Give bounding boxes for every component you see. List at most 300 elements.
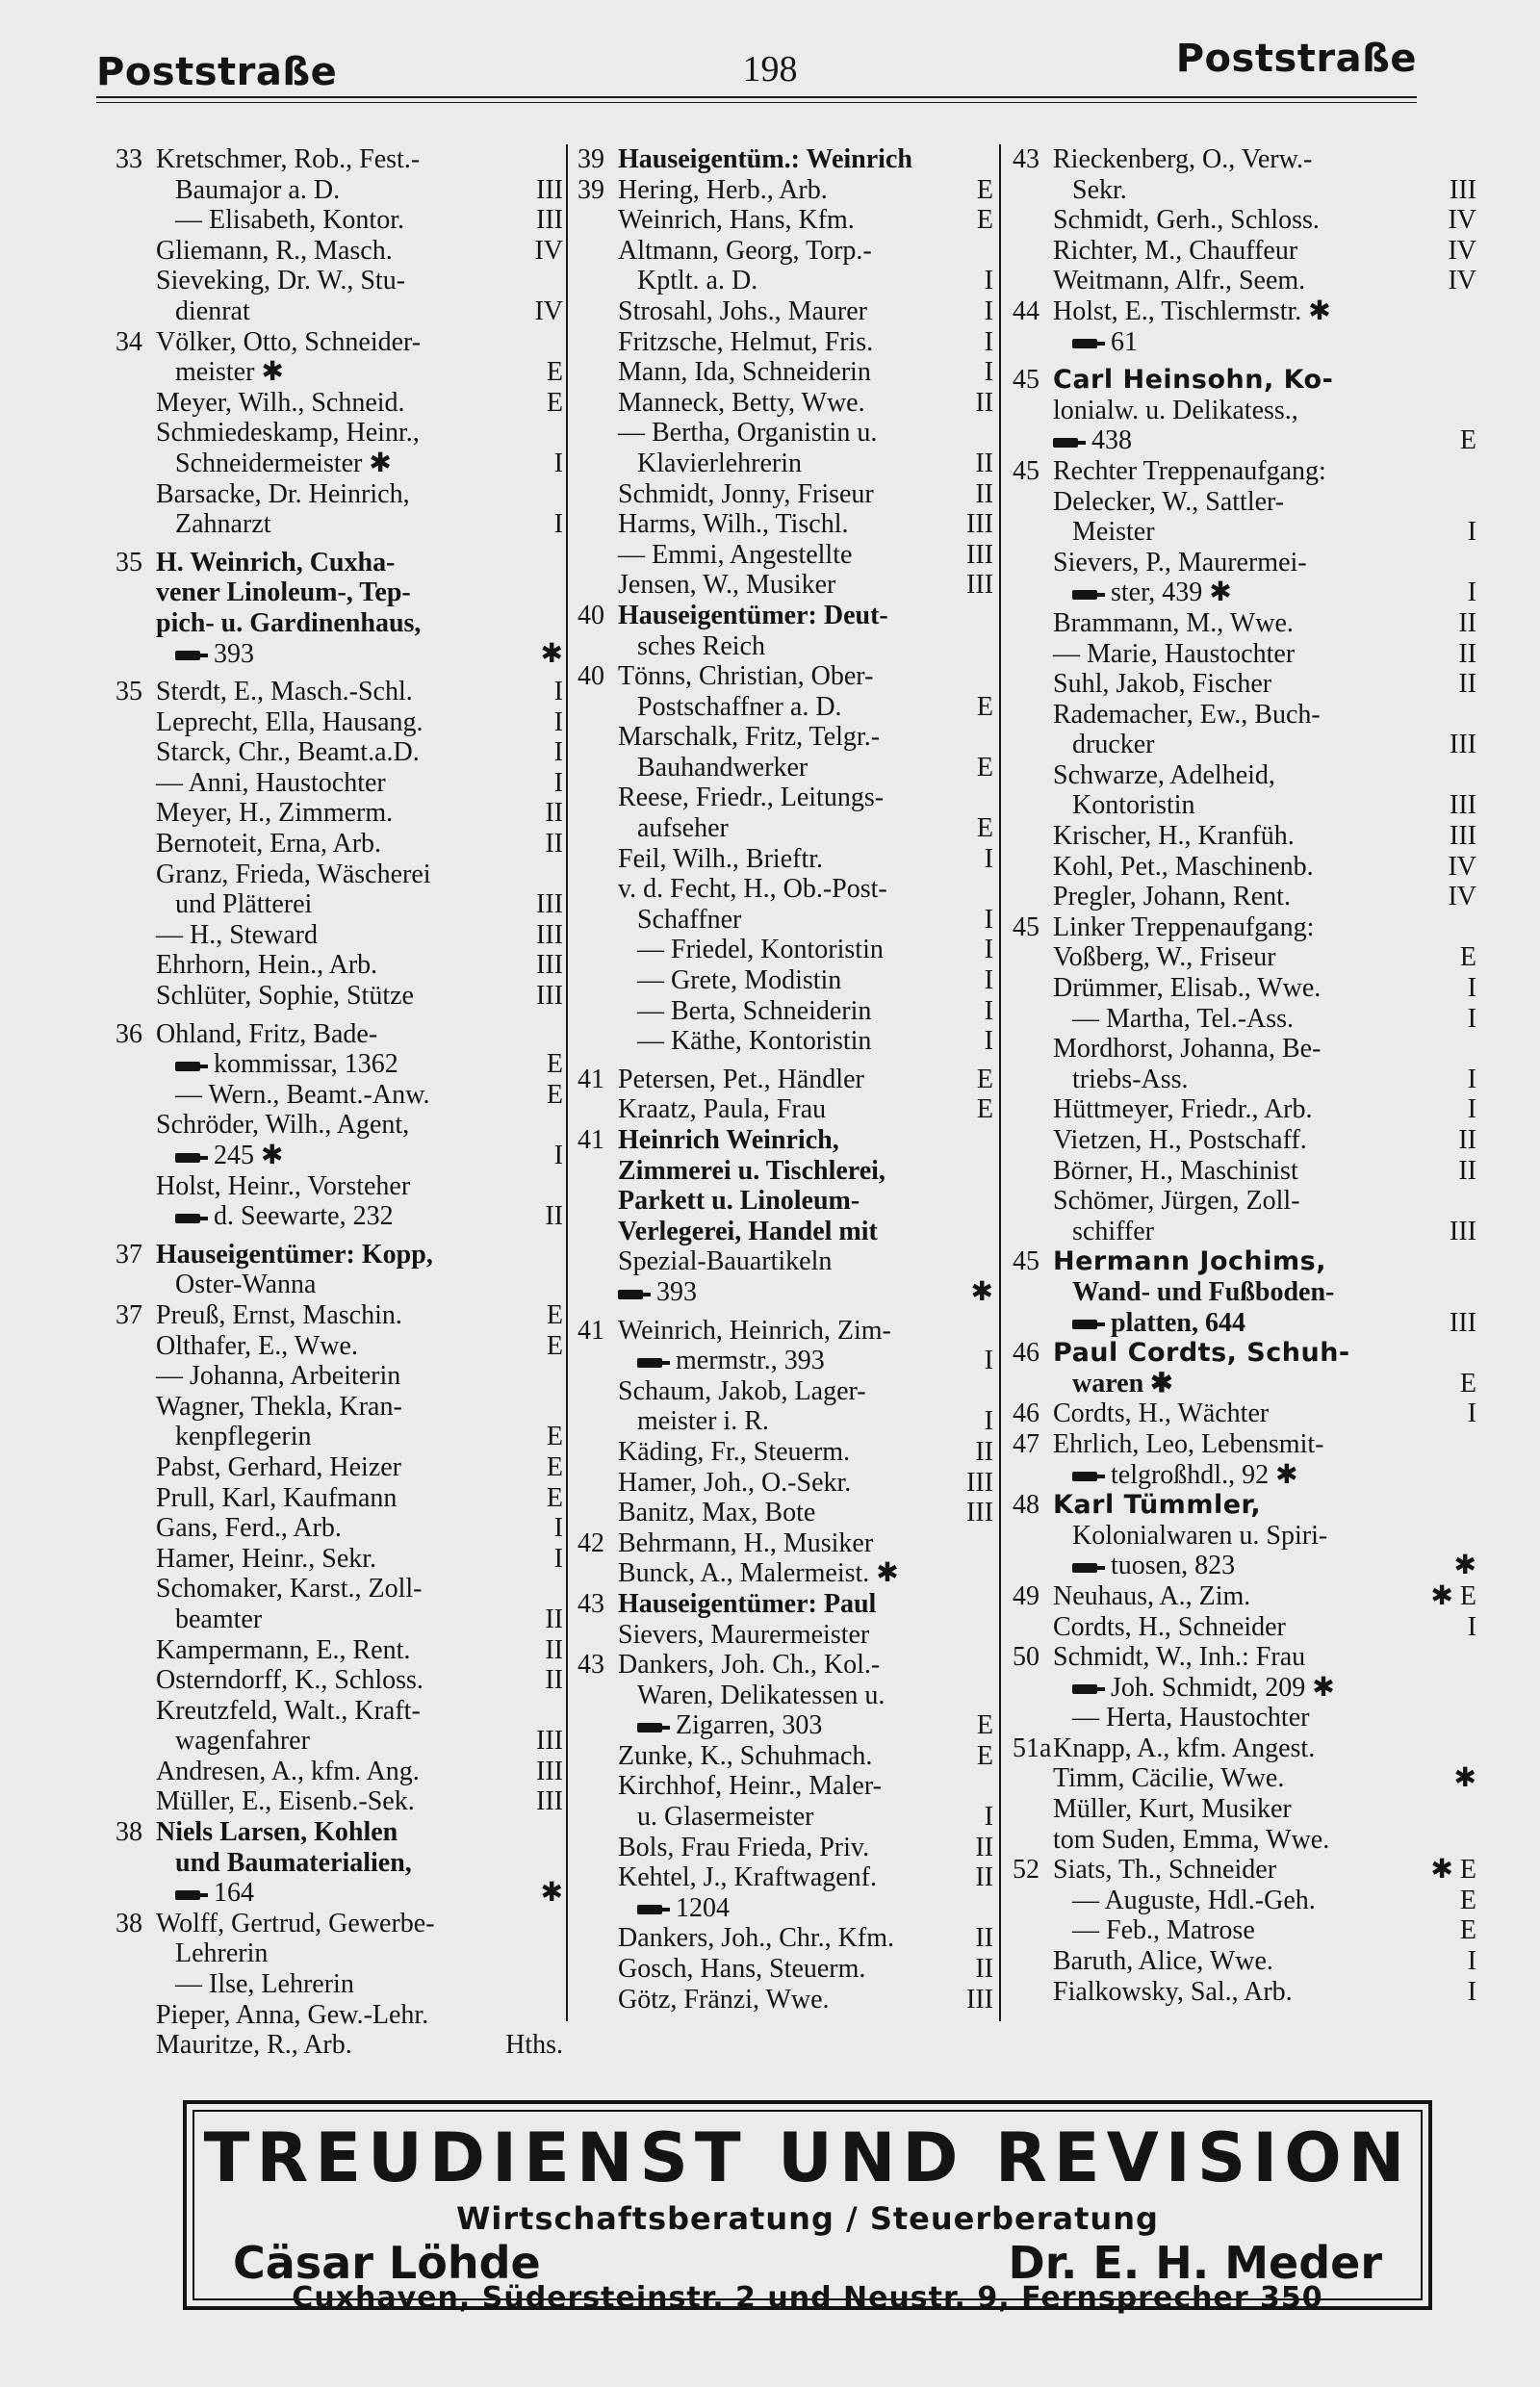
resident-label: Rieckenberg, O., Verw.- [1053,144,1313,174]
resident-text [1053,852,1314,883]
resident-label: H. Weinrich, Cuxha- [156,547,396,578]
resident-label: dienrat [175,295,250,326]
resident-text [156,1544,376,1575]
resident-label: Cordts, H., Schneider [1053,1611,1286,1642]
resident-text [156,266,405,296]
resident-text [156,1110,409,1141]
resident-text [156,2000,428,2031]
entry-spacer [116,1012,563,1019]
resident-text [175,509,271,540]
resident-text [618,844,823,875]
floor-marker: E [976,174,993,205]
directory-line [578,692,993,723]
resident-label: Paul Cordts, Schuh- [1053,1338,1350,1369]
resident-label: 393 [214,638,254,669]
resident-label: Sieveking, Dr. W., Stu- [156,266,406,296]
resident-text [156,2030,352,2061]
directory-line [578,1893,993,1924]
resident-text [156,950,377,981]
resident-label: Hermann Jochims, [1053,1246,1326,1277]
house-number: 34 [116,326,142,357]
resident-label: Meyer, H., Zimmerm. [156,798,394,829]
resident-label: sches Reich [637,630,765,661]
directory-line [1013,1612,1476,1643]
directory-line [1013,456,1476,487]
resident-label: Schomaker, Karst., Zoll- [156,1574,423,1604]
resident-label: Holst, E., Tischlermstr. ✱ [1053,295,1331,326]
telephone-icon [1072,1470,1105,1483]
resident-text [618,479,874,510]
floor-marker: I [1467,1094,1476,1125]
resident-text [1053,639,1295,670]
header-rule-bottom [96,102,1417,103]
resident-text [1053,1642,1305,1673]
resident-text [175,1080,429,1111]
resident-text [618,1246,832,1277]
directory-line [1013,760,1476,791]
floor-marker: I [984,995,993,1026]
floor-marker: IV [534,235,563,266]
resident-label: Schmiedeskamp, Heinr., [156,418,420,449]
floor-marker: I [553,509,563,540]
floor-marker: I [984,357,993,388]
house-number: 40 [578,600,604,630]
resident-text [618,175,828,206]
floor-marker: I [984,904,993,935]
resident-text [618,327,873,358]
floor-marker: E [976,691,993,722]
directory-line [578,1802,993,1833]
directory-line [116,1171,563,1202]
floor-marker: IV [1448,851,1476,882]
resident-text [618,1186,860,1217]
advert-name-right: Dr. E. H. Meder [1008,2237,1382,2289]
floor-marker: E [546,1079,563,1110]
resident-text [1053,1125,1307,1156]
header-street-right: Poststraße [1175,37,1417,81]
resident-text [156,920,318,951]
resident-label: Karl Tümmler, [1053,1490,1262,1521]
resident-label: Marschalk, Fritz, Telgr.- [618,722,881,753]
directory-line [116,1665,563,1696]
resident-text [1053,1186,1300,1217]
directory-line [578,722,993,753]
directory-line [116,1361,563,1392]
directory-line [578,570,993,601]
directory-line [1013,700,1476,731]
floor-marker: E [1459,425,1476,456]
advert-title: TREUDIENST UND REVISION [203,2118,1412,2197]
resident-label: Heinrich Weinrich, [618,1125,839,1155]
directory-line [1013,1065,1476,1095]
resident-label: Götz, Fränzi, Wwe. [618,1984,830,2015]
resident-text [175,639,254,670]
resident-label: Timm, Cäcilie, Wwe. [1053,1763,1285,1794]
house-number: 41 [578,1125,604,1155]
resident-label: Cordts, H., Wächter [1053,1399,1270,1429]
resident-text [1053,144,1312,175]
resident-text [618,1923,894,1954]
resident-label: Altmann, Georg, Torp.- [618,235,872,266]
directory-line [578,327,993,358]
directory-line [578,1065,993,1095]
resident-text [1072,175,1127,206]
advert-subtitle: Wirtschaftsberatung / Steuerberatung [456,2200,1159,2237]
resident-text [175,1201,394,1232]
resident-label: Ohland, Fritz, Bade- [156,1018,378,1049]
directory-line [578,1923,993,1954]
floor-marker: E [976,752,993,783]
floor-marker: III [536,1756,563,1786]
resident-label: — Friedel, Kontoristin [637,935,884,965]
floor-marker: III [966,1467,993,1498]
resident-text [618,1620,869,1651]
resident-text [1072,578,1232,608]
resident-text [637,753,808,783]
directory-line [578,1277,993,1308]
resident-text [175,1726,310,1757]
floor-marker: III [536,1726,563,1757]
directory-line [578,357,993,388]
resident-label: lonialw. u. Delikatess., [1053,395,1298,425]
floor-marker: I [984,266,993,296]
telephone-icon [1072,1561,1105,1575]
directory-line [116,1574,563,1604]
resident-text [618,1985,830,2015]
resident-label: Weitmann, Alfr., Seem. [1053,266,1306,296]
entry-spacer [578,1057,993,1065]
resident-text [618,874,887,905]
resident-text [156,768,386,799]
resident-label: Vietzen, H., Postschaff. [1053,1125,1307,1155]
directory-line [578,205,993,236]
resident-text [1053,821,1295,852]
directory-line [578,1954,993,1985]
resident-text [637,1406,769,1437]
resident-text [1072,1673,1335,1704]
resident-label: Verlegerei, Handel mit [618,1216,878,1246]
resident-label: Behrmann, H., Musiker [618,1527,874,1558]
entry-spacer [578,1308,993,1316]
resident-text [1072,1308,1245,1339]
directory-line [116,509,563,540]
telephone-icon [175,1888,208,1902]
resident-label: — H., Steward [156,919,318,950]
resident-label: Schaffner [637,904,742,935]
resident-text [618,1771,882,1802]
floor-marker: ✱ [1453,1763,1476,1794]
directory-line [1013,236,1476,267]
directory-line [578,418,993,449]
floor-marker: I [1467,973,1476,1004]
resident-label: meister i. R. [637,1406,769,1437]
resident-text [637,813,729,844]
entry-spacer [116,540,563,548]
floor-marker: I [553,1141,563,1170]
resident-label: Krischer, H., Kranfüh. [1053,821,1295,852]
directory-line [116,1201,563,1232]
resident-text [1072,1369,1173,1399]
resident-label: waren ✱ [1072,1368,1173,1399]
directory-line [1013,1156,1476,1187]
resident-text [175,449,392,479]
resident-label: Rademacher, Ew., Buch- [1053,699,1321,730]
house-number: 41 [578,1315,604,1346]
floor-marker: I [984,295,993,326]
resident-label: Drümmer, Elisab., Wwe. [1053,973,1322,1004]
resident-text [1053,1855,1276,1886]
resident-label: telgroßhdl., 92 ✱ [1111,1459,1298,1490]
resident-text [1053,942,1276,973]
resident-text [618,1437,850,1468]
resident-label: Suhl, Jakob, Fischer [1053,669,1272,700]
resident-text [618,1065,864,1095]
floor-marker: II [545,1634,563,1665]
directory-line [116,1909,563,1939]
resident-label: Fritzsche, Helmut, Fris. [618,326,874,357]
house-number: 47 [1013,1428,1040,1459]
directory-line [578,753,993,783]
directory-line [1013,790,1476,821]
resident-label: — Berta, Schneiderin [637,995,872,1026]
floor-marker: ✱ E [1430,1580,1476,1611]
resident-label: v. d. Fecht, H., Ob.-Post- [618,874,887,905]
resident-label: Schmidt, W., Inh.: Frau [1053,1642,1306,1673]
floor-marker: E [1459,1885,1476,1915]
resident-label: Wagner, Thekla, Kran- [156,1391,402,1422]
house-number: 39 [578,174,604,205]
floor-marker: II [975,1954,993,1985]
resident-text [1053,1429,1323,1460]
resident-label: — Käthe, Kontoristin [637,1026,872,1057]
directory-line [116,707,563,738]
floor-marker: E [546,1330,563,1361]
resident-label: Baumajor a. D. [175,174,341,205]
directory-line [116,578,563,608]
resident-text [175,296,250,327]
resident-text [1053,700,1321,731]
floor-marker: E [546,1422,563,1452]
directory-line [1013,1186,1476,1217]
telephone-icon [637,1721,670,1734]
telephone-icon [1072,1682,1105,1696]
resident-text [175,1969,354,2000]
resident-text [618,418,877,449]
floor-marker: III [1450,174,1476,205]
resident-text [1053,882,1291,912]
resident-label: Jensen, W., Musiker [618,570,836,601]
resident-label: Neuhaus, A., Zim. [1053,1580,1251,1611]
floor-marker: I [553,767,563,798]
resident-text [618,205,855,236]
resident-label: Schneidermeister ✱ [175,448,392,478]
directory-line [1013,327,1476,358]
house-number: 46 [1013,1399,1040,1429]
directory-line [1013,669,1476,700]
resident-label: Müller, E., Eisenb.-Sek. [156,1786,415,1817]
resident-text [156,608,421,639]
resident-label: Pieper, Anna, Gew.-Lehr. [156,1999,429,2030]
resident-text [156,707,424,738]
resident-label: — Anni, Haustochter [156,767,386,798]
directory-line [578,1862,993,1893]
directory-line [116,1483,563,1514]
directory-line [578,1156,993,1187]
resident-text [618,1528,873,1559]
floor-marker: I [553,737,563,768]
directory-line [116,829,563,860]
resident-label: Andresen, A., kfm. Ang. [156,1756,420,1786]
resident-label: Hauseigentümer: Kopp, [156,1239,433,1270]
directory-line [116,768,563,799]
resident-label: Banitz, Max, Bote [618,1498,816,1528]
resident-label: Kptlt. a. D. [637,266,758,296]
directory-line [1013,1490,1476,1521]
resident-label: platten, 644 [1111,1307,1245,1338]
floor-marker: ✱ E [1430,1855,1476,1886]
directory-line [578,1437,993,1468]
resident-label: Siats, Th., Schneider [1053,1855,1277,1886]
floor-marker: I [984,326,993,357]
house-number: 52 [1013,1855,1040,1886]
column-divider [566,144,568,2021]
telephone-icon [618,1288,651,1301]
directory-line [116,1110,563,1141]
resident-text [156,1635,410,1666]
directory-line [578,144,993,175]
floor-marker: II [975,1923,993,1954]
floor-marker: III [1450,821,1476,852]
floor-marker: II [975,448,993,478]
resident-label: aufseher [637,813,729,844]
directory-line [116,357,563,388]
resident-label: Kohl, Pet., Maschinenb. [1053,851,1314,882]
resident-text [175,1141,283,1171]
telephone-icon [637,1356,670,1370]
floor-marker: II [975,478,993,509]
resident-label: kommissar, 1362 [214,1049,398,1080]
resident-label: Kampermann, E., Rent. [156,1634,411,1665]
resident-text [637,965,841,996]
resident-text [618,144,912,175]
floor-marker: II [545,1665,563,1696]
resident-label: Kehtel, J., Kraftwagenf. [618,1862,878,1893]
resident-text [618,1741,872,1772]
house-number: 39 [578,144,604,174]
resident-label: Bols, Frau Frieda, Priv. [618,1832,870,1862]
directory-line [1013,1581,1476,1612]
resident-text [156,1300,402,1331]
directory-line [578,236,993,267]
resident-text [637,1893,730,1924]
floor-marker: II [975,1436,993,1467]
directory-line [578,266,993,296]
directory-line [1013,1642,1476,1673]
floor-marker: E [546,1451,563,1482]
floor-marker: I [553,1513,563,1544]
resident-text [1072,1886,1316,1916]
directory-line [1013,266,1476,296]
resident-label: Wand- und Fußboden- [1072,1276,1335,1307]
header-street-left: Poststraße [96,50,338,94]
directory-line [116,236,563,267]
resident-label: Kontoristin [1072,790,1195,821]
resident-text [156,1483,397,1514]
resident-text [1053,1581,1250,1612]
resident-text [1053,425,1132,456]
resident-text [618,1217,878,1247]
resident-label: Zigarren, 303 [676,1710,823,1741]
directory-line [1013,1521,1476,1552]
resident-text [618,1316,891,1347]
resident-label: Sievers, Maurermeister [618,1619,870,1650]
resident-text [175,357,284,388]
resident-label: tuosen, 823 [1111,1551,1236,1581]
resident-label: Kraatz, Paula, Frau [618,1094,827,1125]
directory-line [1013,1763,1476,1794]
resident-text [156,1171,410,1202]
resident-text [156,829,381,860]
directory-line [1013,821,1476,852]
resident-label: Schaum, Jakob, Lager- [618,1375,866,1406]
floor-marker: I [984,1026,993,1057]
directory-line [1013,1217,1476,1247]
resident-label: Hamer, Heinr., Sekr. [156,1543,377,1574]
resident-label: Delecker, W., Sattler- [1053,486,1285,517]
directory-line [116,950,563,981]
directory-line [116,1452,563,1483]
floor-marker: I [1467,578,1476,608]
directory-line [1013,1946,1476,1977]
resident-label: Hauseigentüm.: Weinrich [618,144,912,174]
resident-label: Hauseigentümer: Paul [618,1588,877,1619]
house-number: 48 [1013,1490,1040,1521]
resident-text [618,1376,866,1407]
resident-label: beamter [175,1604,263,1634]
entry-spacer [116,669,563,677]
directory-line [1013,1429,1476,1460]
resident-text [1053,912,1314,943]
resident-label: Weinrich, Hans, Kfm. [618,205,855,236]
resident-text [175,889,312,920]
house-number: 43 [578,1650,604,1681]
resident-label: Hering, Herb., Arb. [618,174,828,205]
resident-text [618,296,867,327]
resident-text [156,1331,358,1362]
house-number: 45 [1013,365,1040,396]
directory-line [578,1186,993,1217]
directory-line [1013,882,1476,912]
resident-label: — Johanna, Arbeiterin [156,1361,401,1392]
resident-label: meister ✱ [175,357,284,388]
directory-line [116,920,563,951]
directory-line [116,1604,563,1635]
floor-marker: E [976,813,993,844]
resident-text [156,236,393,267]
resident-label: Wolff, Gertrud, Gewerbe- [156,1908,435,1938]
resident-text [156,737,420,768]
house-number: 41 [578,1064,604,1094]
resident-label: Reese, Friedr., Leitungs- [618,783,885,813]
directory-line [116,1392,563,1423]
directory-line [578,1468,993,1499]
resident-text [175,1604,262,1635]
directory-line [578,661,993,692]
resident-label: 438 [1091,425,1132,456]
resident-label: Richter, M., Chauffeur [1053,235,1298,266]
resident-label: vener Linoleum-, Tep- [156,578,411,608]
house-number: 44 [1013,295,1040,326]
